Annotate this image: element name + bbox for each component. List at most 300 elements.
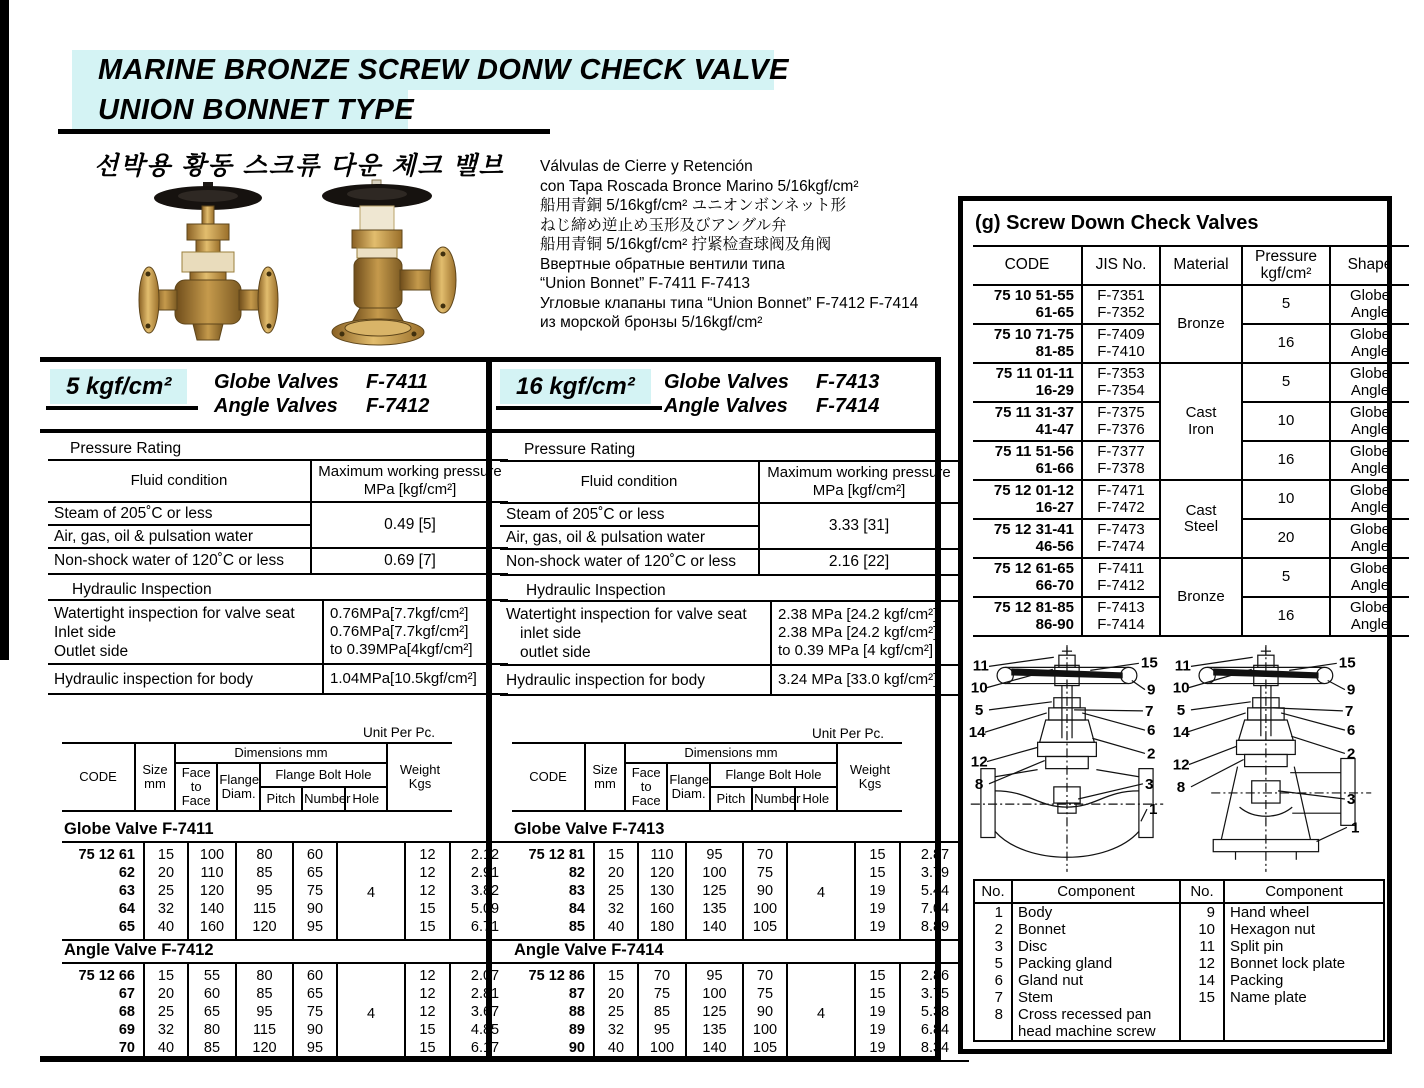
l: 86-90 (1035, 615, 1074, 633)
cell: 5.09 (450, 900, 519, 918)
col-header (175, 763, 217, 811)
cell: 5.38 (900, 1003, 969, 1021)
cell: 85 (236, 864, 293, 882)
screw-down-check-valves-panel (958, 196, 1392, 1054)
l: F-7412 (1097, 576, 1145, 594)
col-header (311, 460, 508, 502)
pressure-cell: 16 (1242, 441, 1330, 480)
cell: 85 (568, 919, 585, 935)
cell: 89 (568, 1022, 585, 1038)
cell: 120 (638, 864, 686, 882)
header-line: MPa [kgf/cm²] (812, 482, 906, 499)
badge-underline (496, 406, 662, 410)
l: 75 10 71-75 (993, 326, 1074, 343)
check-valves-table (973, 245, 1409, 637)
pressure-class-badge-16: 16 kgf/cm² (500, 369, 651, 404)
cell: 25 (144, 882, 188, 900)
fluid-condition: Air, gas, oil & pulsation water (48, 525, 311, 548)
col-header: Number (752, 787, 794, 811)
l: Angle (1350, 576, 1390, 594)
l: F-7352 (1097, 303, 1145, 321)
valve-type: Globe Valves (664, 371, 789, 393)
component-name: Body (1012, 903, 1180, 921)
col-header: Shape (1330, 246, 1409, 285)
code-cell (973, 363, 1082, 402)
cell: 82 (568, 865, 585, 881)
cell: 90 (568, 1040, 585, 1056)
cell: 3.79 (900, 864, 969, 882)
valve-code: F-7414 (816, 395, 880, 417)
cell: 140 (188, 900, 236, 918)
hl: kgf/cm² (1260, 264, 1312, 282)
cell: 135 (686, 1021, 743, 1039)
hl: mm (594, 776, 616, 791)
cell: 90 (743, 882, 787, 900)
component-no: 9 (1180, 903, 1224, 921)
cell: 75 (293, 882, 337, 900)
component-name: Split pin (1224, 938, 1384, 955)
cell: 15 (144, 963, 188, 985)
jis-cell (1082, 441, 1160, 480)
cell: 60 (293, 963, 337, 985)
pressure-value: 0.69 [7] (311, 548, 508, 574)
callout-label: 12 (970, 753, 988, 771)
pressure-cell: 5 (1242, 558, 1330, 597)
callout-label: 11 (972, 657, 989, 675)
col-header (759, 461, 958, 503)
l: Bronze (1177, 314, 1225, 332)
col-header: Fluid condition (500, 461, 759, 503)
cell: 90 (293, 900, 337, 918)
l: F-7472 (1097, 498, 1145, 516)
cell: 75 12 81 (528, 847, 585, 863)
cell: 3.82 (450, 882, 519, 900)
l: F-7378 (1097, 459, 1145, 477)
pressure-rating-table (48, 459, 508, 575)
jis-cell (1082, 285, 1160, 324)
cell: 160 (638, 900, 686, 918)
l: 66-70 (1035, 576, 1074, 594)
description-line: 船用青銅 5/16kgf/cm² ユニオンボンネット形 (540, 197, 847, 214)
divider (40, 429, 486, 433)
callout-label: 7 (1344, 702, 1354, 720)
jis-cell (1082, 402, 1160, 441)
panel-heading: (g) Screw Down Check Valves (975, 212, 1259, 234)
cell: 15 (594, 842, 638, 864)
code-cell (973, 558, 1082, 597)
jis-cell (1082, 363, 1160, 402)
table-title: Globe Valve F-7413 (514, 820, 665, 838)
l: Angle (1350, 498, 1390, 516)
col-header: No. (974, 880, 1012, 903)
pressure-cell: 16 (1242, 597, 1330, 636)
callout-label: 1 (1149, 801, 1158, 819)
l: 75 12 61-65 (993, 560, 1074, 577)
cell: 85 (188, 1039, 236, 1061)
l: Steel (1183, 518, 1219, 535)
l: Cast (1185, 501, 1217, 519)
jis-cell (1082, 558, 1160, 597)
col-header: Component (1224, 880, 1384, 903)
cell: 80 (236, 963, 293, 985)
shape-cell (1330, 597, 1409, 636)
cell: 95 (686, 842, 743, 864)
cell: 75 (638, 985, 686, 1003)
inspection-value: 3.24 MPa [33.0 kgf/cm²] (771, 665, 958, 695)
cell: 15 (855, 864, 900, 882)
cell: 85 (236, 985, 293, 1003)
shape-cell (1330, 519, 1409, 558)
valve-type-labels (214, 370, 429, 418)
hl: Face (631, 765, 661, 780)
globe-valve-dimension-table (62, 841, 519, 941)
cell: 70 (743, 842, 787, 864)
shape-cell (1330, 480, 1409, 519)
l: Iron (1188, 420, 1214, 438)
callout-label: 3 (1346, 791, 1356, 809)
component-no: 12 (1180, 955, 1224, 972)
l: F-7473 (1097, 521, 1145, 538)
col-header (1242, 246, 1330, 285)
component-name: Name plate (1224, 989, 1384, 1006)
cell: 90 (293, 1021, 337, 1039)
cell: 4 (337, 963, 405, 1061)
cell: 55 (188, 963, 236, 985)
callout-label: 9 (1146, 681, 1156, 699)
cell: 25 (594, 882, 638, 900)
title-underline (58, 129, 550, 134)
cell: 2.12 (450, 842, 519, 864)
pressure-value: 2.16 [22] (759, 549, 958, 575)
hl: to (190, 779, 202, 794)
cell: 3.67 (450, 1003, 519, 1021)
cell: 6.84 (900, 1021, 969, 1039)
cell: 70 (638, 963, 686, 985)
cell: 115 (236, 900, 293, 918)
cell: 4 (787, 963, 855, 1061)
pressure-cell: 5 (1242, 363, 1330, 402)
pressure-value: 0.49 [5] (311, 502, 508, 548)
l: Angle (1350, 381, 1390, 399)
shape-cell (1330, 558, 1409, 597)
unit-note: Unit Per Pc. (363, 725, 436, 740)
component-no: 14 (1180, 972, 1224, 989)
cell: 25 (594, 1003, 638, 1021)
cell: 95 (638, 1021, 686, 1039)
value-line: to 0.39MPa[4kgf/cm²] (330, 641, 473, 658)
value-line: 2.38 MPa [24.2 kgf/cm²] (778, 624, 938, 641)
cell: 4 (337, 842, 405, 940)
col-header (625, 763, 667, 811)
description-line: “Union Bonnet” F-7411 F-7413 (540, 275, 750, 292)
cell: 2.91 (450, 864, 519, 882)
col-header (667, 763, 709, 811)
l: Angle (1350, 303, 1390, 321)
cell: 100 (686, 864, 743, 882)
cell: 20 (144, 985, 188, 1003)
l: F-7411 (1097, 560, 1145, 577)
globe-valve-photo (123, 178, 295, 356)
cell: 110 (188, 864, 236, 882)
l: 61-65 (1035, 303, 1074, 321)
l: Globe (1349, 560, 1391, 577)
col-header: Number (302, 787, 344, 811)
col-header: No. (1180, 880, 1224, 903)
component-no: 11 (1180, 938, 1224, 955)
cell: 20 (594, 864, 638, 882)
component-no: 7 (974, 989, 1012, 1006)
component-name: Bonnet (1012, 921, 1180, 938)
table-title: Angle Valve F-7414 (514, 941, 664, 959)
l: Angle (1350, 420, 1390, 438)
fluid-condition: Non-shock water of 120˚C or less (500, 549, 759, 575)
l: Bronze (1177, 587, 1225, 605)
l: Globe (1349, 521, 1391, 538)
value-line: 2.38 MPa [24.2 kgf/cm²] (778, 606, 938, 623)
l: 61-66 (1035, 459, 1074, 477)
l: Angle (1350, 459, 1390, 477)
label-line: outlet side (520, 643, 591, 661)
callout-label: 15 (1338, 654, 1356, 672)
header-line: Maximum working pressure (767, 464, 951, 481)
badge-underline (46, 406, 198, 410)
cell: 100 (188, 842, 236, 864)
cell: 32 (594, 900, 638, 918)
description-line: Válvulas de Cierre y Retención (540, 158, 753, 175)
cell: 125 (686, 1003, 743, 1021)
component-table (973, 879, 1385, 1042)
col-header (387, 743, 452, 811)
dimension-header-table (62, 742, 452, 812)
col-header: Dimensions mm (175, 743, 387, 763)
cell: 64 (118, 901, 135, 917)
l: Cast (1185, 404, 1217, 421)
cell: 60 (293, 842, 337, 864)
description-line: con Tapa Roscada Bronce Marino 5/16kgf/cm² (540, 177, 859, 195)
label-line: Watertight inspection for valve seat (506, 605, 747, 623)
description-line: Ввертные обратные вентили типа (540, 255, 785, 273)
cell: 19 (855, 900, 900, 918)
inspection-label (48, 600, 323, 664)
col-header (135, 743, 175, 811)
col-header: Dimensions mm (625, 743, 837, 763)
cell: 3.75 (900, 985, 969, 1003)
callout-label: 6 (1346, 722, 1356, 740)
cell: 80 (236, 842, 293, 864)
hl: Face (181, 793, 211, 808)
fluid-condition: Non-shock water of 120˚C or less (48, 548, 311, 574)
cell: 100 (743, 900, 787, 918)
label-line: Outlet side (54, 642, 129, 660)
fluid-condition: Air, gas, oil & pulsation water (500, 526, 759, 549)
code-cell (973, 597, 1082, 636)
inspection-value (771, 601, 958, 665)
cell: 19 (855, 1021, 900, 1039)
cell: 105 (743, 918, 787, 940)
header-line: Maximum working pressure (318, 463, 502, 480)
code-cell (973, 519, 1082, 558)
label-line: Watertight inspection for valve seat (54, 604, 295, 622)
cell: 2.87 (900, 842, 969, 864)
hl: Diam. (671, 786, 706, 801)
cell: 15 (405, 900, 450, 918)
material-cell (1160, 363, 1242, 480)
component-name: Packing (1224, 972, 1384, 989)
cell: 75 (293, 1003, 337, 1021)
description-line: 船用青铜 5/16kgf/cm² 拧紧检查球阀及角阀 (540, 236, 832, 253)
l: Globe (1349, 482, 1391, 499)
col-header: Pitch (710, 787, 752, 811)
cell: 15 (855, 963, 900, 985)
callout-label: 2 (1346, 745, 1356, 763)
fluid-condition: Steam of 205˚C or less (48, 502, 311, 525)
pressure-cell: 20 (1242, 519, 1330, 558)
hydraulic-table (48, 599, 508, 695)
callout-label: 14 (1172, 724, 1190, 742)
cell: 12 (405, 963, 450, 985)
callout-label: 5 (974, 701, 984, 719)
l: F-7414 (1097, 615, 1145, 633)
l: Globe (1349, 404, 1391, 421)
shape-cell (1330, 363, 1409, 402)
table-title: Angle Valve F-7412 (64, 941, 214, 959)
divider (492, 429, 935, 433)
l: Angle (1350, 537, 1390, 555)
cell: 40 (144, 918, 188, 940)
l: 16-29 (1035, 381, 1074, 399)
component-name: Packing gland (1012, 955, 1180, 972)
cell: 8.34 (900, 1039, 969, 1061)
hl: to (640, 779, 652, 794)
material-cell (1160, 558, 1242, 636)
cell: 20 (594, 985, 638, 1003)
cell: 65 (188, 1003, 236, 1021)
cell: 15 (855, 842, 900, 864)
cell: 15 (855, 985, 900, 1003)
cell: 160 (188, 918, 236, 940)
l: Angle (1350, 615, 1390, 633)
subtitle-korean: 선박용 황동 스크류 다운 체크 밸브 (94, 152, 505, 180)
cell: 140 (686, 1039, 743, 1061)
cell: 70 (118, 1040, 135, 1056)
jis-cell (1082, 597, 1160, 636)
hl: Pressure (1254, 248, 1318, 265)
unit-note: Unit Per Pc. (812, 726, 885, 741)
cell: 8.89 (900, 918, 969, 940)
cell: 65 (293, 985, 337, 1003)
col-header (217, 763, 259, 811)
code-cell (973, 441, 1082, 480)
pressure-rating-table (500, 460, 958, 576)
cell: 105 (743, 1039, 787, 1061)
cell: 62 (118, 865, 135, 881)
callout-label: 14 (968, 724, 986, 742)
cell: 83 (568, 883, 585, 899)
code-cell (973, 480, 1082, 519)
code-cell (973, 324, 1082, 363)
callout-label: 5 (1176, 701, 1186, 719)
hl: Kgs (408, 776, 432, 791)
cell: 7.04 (900, 900, 969, 918)
pressure-class-badge-5: 5 kgf/cm² (50, 369, 187, 404)
header-line: MPa [kgf/cm²] (363, 481, 457, 498)
valve-code: F-7411 (366, 371, 428, 393)
cell: 60 (188, 985, 236, 1003)
l: 75 12 31-41 (993, 521, 1074, 538)
cell: 120 (188, 882, 236, 900)
cell: 120 (236, 1039, 293, 1061)
cell: 110 (638, 842, 686, 864)
shape-cell (1330, 285, 1409, 324)
hl: Face (181, 765, 211, 780)
cell: 95 (686, 963, 743, 985)
hydraulic-title: Hydraulic Inspection (526, 582, 666, 599)
pressure-rating-title: Pressure Rating (70, 440, 182, 457)
l: F-7351 (1097, 287, 1145, 304)
cell: 70 (743, 963, 787, 985)
col-header: Hole (345, 787, 387, 811)
l: 16-27 (1035, 498, 1074, 516)
callout-label: 11 (1174, 657, 1191, 675)
cell: 75 12 61 (78, 847, 135, 863)
value-line: 0.76MPa[7.7kgf/cm²] (330, 605, 469, 622)
hydraulic-table (500, 600, 958, 696)
shape-cell (1330, 402, 1409, 441)
angle-valve-dimension-table (512, 962, 969, 1062)
valve-type-labels (664, 370, 879, 418)
jis-cell (1082, 480, 1160, 519)
cell: 32 (594, 1021, 638, 1039)
globe-valve-diagram (965, 639, 1171, 877)
component-name: Hexagon nut (1224, 921, 1384, 938)
l: Angle (1350, 342, 1390, 360)
l: 75 11 51-56 (994, 443, 1074, 460)
cell: 6.71 (450, 918, 519, 940)
component-no (1180, 1006, 1224, 1041)
valve-type: Angle Valves (214, 395, 338, 417)
component-no: 6 (974, 972, 1012, 989)
valve-section-diagrams (965, 639, 1385, 877)
hydraulic-title: Hydraulic Inspection (72, 581, 212, 598)
shape-cell (1330, 441, 1409, 480)
cell: 6.17 (450, 1039, 519, 1061)
l: 46-56 (1035, 537, 1074, 555)
l: Globe (1349, 443, 1391, 460)
component-name: Stem (1012, 989, 1180, 1006)
cell: 135 (686, 900, 743, 918)
l: 81-85 (1035, 342, 1074, 360)
callout-label: 6 (1146, 722, 1156, 740)
pressure-cell: 10 (1242, 480, 1330, 519)
description-block (540, 157, 970, 333)
valve-type: Globe Valves (214, 371, 339, 393)
angle-valve-diagram (1171, 639, 1377, 877)
angle-valve-photo (300, 176, 480, 358)
cell: 90 (743, 1003, 787, 1021)
pressure-cell: 10 (1242, 402, 1330, 441)
cell: 95 (293, 1039, 337, 1061)
col-header: Flange Bolt Hole (260, 763, 387, 787)
hl: mm (144, 776, 166, 791)
callout-label: 10 (1172, 679, 1190, 697)
col-header: Component (1012, 880, 1180, 903)
code-cell (973, 285, 1082, 324)
cell: 120 (236, 918, 293, 940)
cell: 95 (236, 882, 293, 900)
cell: 88 (568, 1004, 585, 1020)
col-header: Hole (795, 787, 837, 811)
cell: 100 (638, 1039, 686, 1061)
